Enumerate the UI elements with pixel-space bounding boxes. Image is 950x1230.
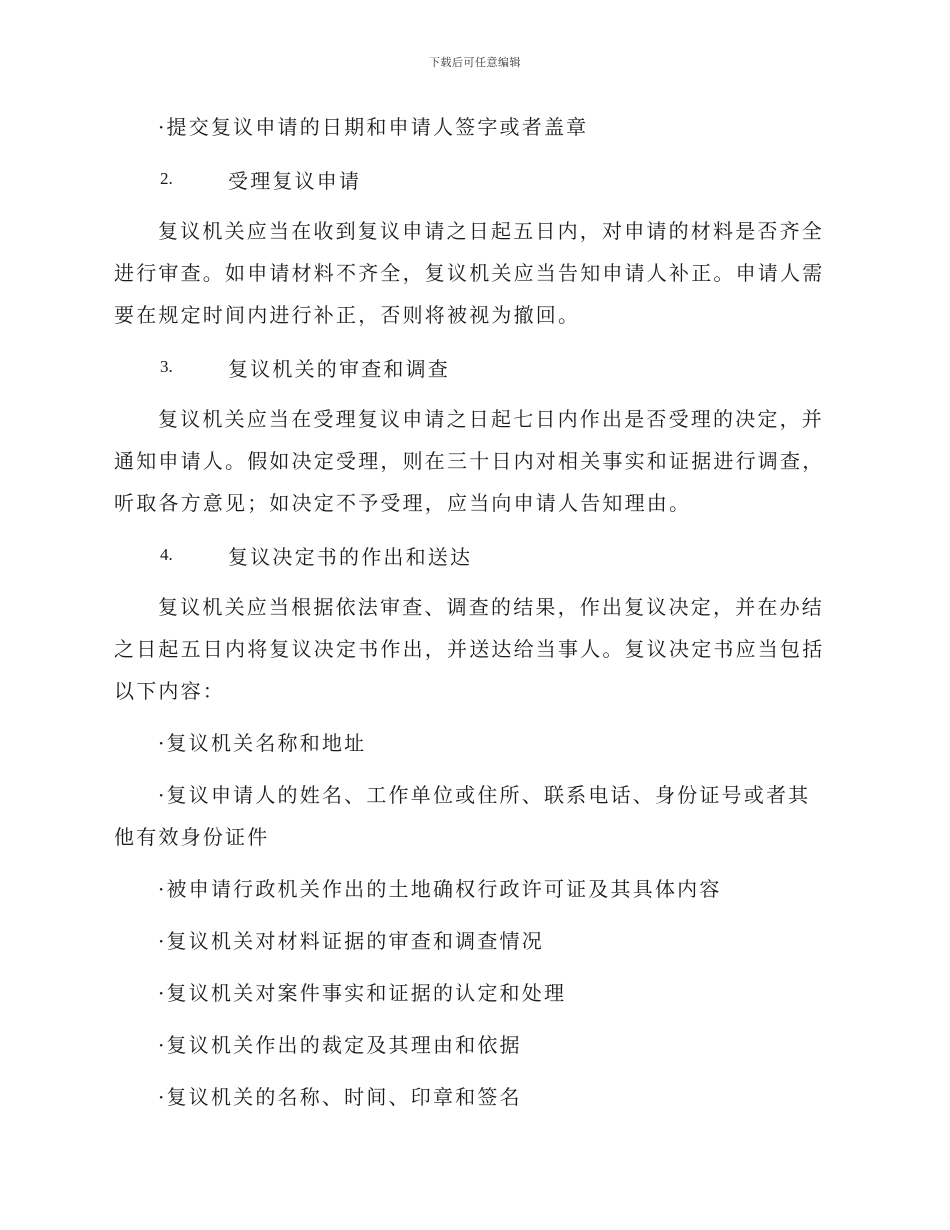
bullet-item: ·复议机关的名称、时间、印章和签名 (158, 1085, 522, 1109)
section-title: 复议机关的审查和调查 (228, 356, 450, 381)
section-title: 复议决定书的作出和送达 (228, 544, 473, 569)
bullet-item: ·被申请行政机关作出的土地确权行政许可证及其具体内容 (158, 877, 722, 901)
bullet-item: ·复议申请人的姓名、工作单位或住所、联系电话、身份证号或者其他有效身份证件 (114, 783, 811, 849)
paragraph: 复议机关应当根据依法审查、调查的结果，作出复议决定，并在办结之日起五日内将复议决定书作出，并送达给当事人。复议决定书应当包括以下内容： (114, 595, 825, 703)
section-title: 受理复议申请 (228, 168, 362, 193)
section-number: 3. (160, 357, 173, 376)
section-number: 2. (160, 169, 173, 188)
section-heading (114, 158, 830, 200)
bullet-item: ·复议机关对案件事实和证据的认定和处理 (158, 981, 567, 1005)
bullet-item: ·复议机关作出的裁定及其理由和依据 (158, 1033, 522, 1057)
bullet-item: ·提交复议申请的日期和申请人签字或者盖章 (158, 115, 589, 139)
paragraph: 复议机关应当在受理复议申请之日起七日内作出是否受理的决定，并通知申请人。假如决定受理，则在三十日内对相关事实和证据进行调查，听取各方意见；如决定不予受理，应当向申请人告知理由。 (114, 407, 825, 515)
section-heading (114, 534, 830, 576)
bullet-item: ·复议机关对材料证据的审查和调查情况 (158, 929, 544, 953)
section-number: 4. (160, 545, 173, 564)
paragraph: 复议机关应当在收到复议申请之日起五日内，对申请的材料是否齐全进行审查。如申请材料不齐全，复议机关应当告知申请人补正。申请人需要在规定时间内进行补正，否则将被视为撤回。 (114, 219, 825, 327)
bullet-item: ·复议机关名称和地址 (158, 731, 367, 755)
section-heading (114, 346, 830, 388)
page-header: 下载后可任意编辑 (429, 56, 521, 69)
document-body (114, 106, 830, 1128)
